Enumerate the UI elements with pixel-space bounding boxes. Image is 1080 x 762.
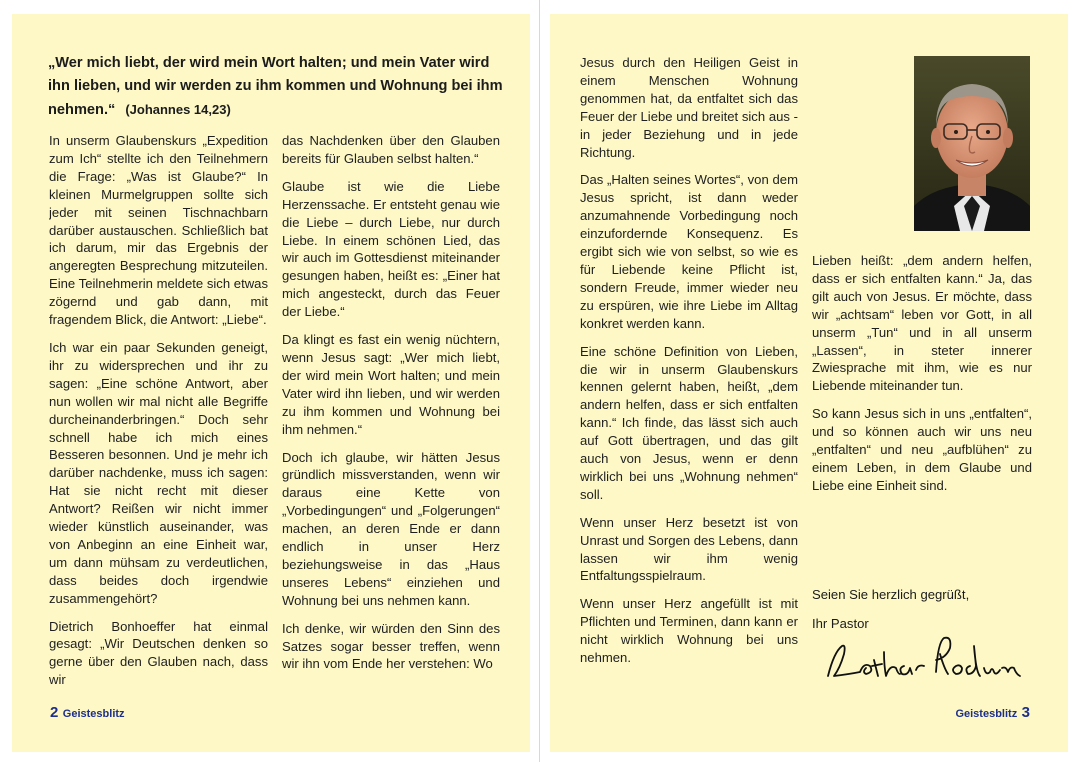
paragraph: Jesus durch den Heiligen Geist in einem Menschen Wohnung genommen hat, da entfaltet sich das Feuer der Liebe und breitet sich aus - in jeder Beziehung und in jede Richtung. <box>580 55 798 160</box>
folio-label: Geistesblitz <box>62 708 125 720</box>
paragraph: Lieben heißt: „dem andern helfen, dass er sich entfalten kann.“ Ja, das gilt auch von Jesus. Er möchte, dass wir „achtsam“ leben vor Gott, in all unserm „Tun“ und in all unserm „Lassen“, in steter innerer Zwiesprache mit ihm, wie es nur Liebende miteinander tun. <box>812 253 1032 394</box>
pastor-portrait-photo <box>914 56 1030 231</box>
page-number: 2 <box>50 704 59 721</box>
column-4 <box>812 252 1032 505</box>
paragraph: Ich war ein paar Sekunden geneigt, ihr zu widersprechen und ihr zu sagen: „Eine schöne Antwort, aber nun wollen wir mal nicht alle Begriffe durcheinanderbringen.“ Doch sehr schnell habe ich mich eines Besseren besonnen. Und je mehr ich darüber nachdenke, muss ich sagen: Hat sie nicht recht mit dieser Antwort? Reißen wir nicht immer wieder künstlich auseinander, was von Anbeginn an eine Einheit war, um dann mühsam zu verdeutlichen, dass beides doch irgendwie zusammengehört? <box>49 339 268 606</box>
page-folio-left <box>50 704 125 722</box>
greeting-line: Seien Sie herzlich gegrüßt, <box>812 587 970 602</box>
paragraph: Das „Halten seines Wortes“, von dem Jesus spricht, ist dann weder anzumahnende Vorbedingung noch einzufordernde Konsequenz. Es ergibt sich wie von selbst, so wie es für Liebende keine Pflicht ist, sondern Freude, immer wieder neu zu erspüren, wie ihre Liebe im Alltag konkret werden kann. <box>580 172 798 331</box>
book-spine-divider <box>539 0 540 762</box>
paragraph: So kann Jesus sich in uns „entfalten“, und so können auch wir uns neu „entfalten“ und neu „aufblühen“ zu einem Leben, in dem Glaube und Liebe eine Einheit sind. <box>812 406 1032 493</box>
column-1 <box>49 132 268 708</box>
paragraph: Eine schöne Definition von Lieben, die wir in unserm Glaubenskurs kennen gelernt haben, heißt, „dem andern helfen, dass er sich entfalten kann.“ Ich finde, das lässt sich auch auf Gott übertragen, und das gilt auch von Jesus, wenn er denn wirklich bei uns „Wohnung nehmen“ soll. <box>580 343 798 502</box>
quote-reference: (Johannes 14,23) <box>125 102 231 117</box>
paragraph: Dietrich Bonhoeffer hat einmal gesagt: „Wir Deutschen denken so gerne über den Glauben nach, dass wir <box>49 618 268 688</box>
bible-quote <box>48 52 504 122</box>
paragraph: Ich denke, wir würden den Sinn des Satzes sogar besser treffen, wenn wir ihn vom Ende her verstehen: Wo <box>282 620 500 672</box>
quote-text: „Wer mich liebt, der wird mein Wort halten; und mein Vater wird ihn lieben, und wir werden zu ihm kommen und Wohnung bei ihm nehmen.“ <box>48 55 503 118</box>
page-folio-right <box>955 704 1030 722</box>
column-3 <box>580 54 798 714</box>
paragraph: Glaube ist wie die Liebe Herzenssache. Er entsteht genau wie die Liebe – durch Liebe, nur durch Liebe. In einem schönen Lied, das wir auch im Gottesdienst miteinander gesungen haben, heißt es: „Einer hat mich angesteckt, durch das Feuer der Liebe.“ <box>282 178 500 320</box>
paragraph: das Nachdenken über den Glauben bereits für Glauben selbst halten.“ <box>282 133 500 166</box>
right-page <box>550 14 1068 752</box>
paragraph: Wenn unser Herz angefüllt ist mit Pflichten und Terminen, dann kann er nicht wirklich Wohnung bei uns nehmen. <box>580 596 798 666</box>
paragraph: Wenn unser Herz besetzt ist von Unrast und Sorgen des Lebens, dann lassen wir ihm wenig Entfaltungsspielraum. <box>580 514 798 584</box>
folio-label: Geistesblitz <box>955 708 1018 720</box>
paragraph: Doch ich glaube, wir hätten Jesus gründlich missverstanden, wenn wir daraus eine Kette von „Vorbedingungen“ und „Folgerungen“ machen, an deren Ende er dann endlich in unser Herz beziehungsweise in das „Haus unseres Lebens“ einziehen und Wohnung bei uns nehmen kann. <box>282 449 500 608</box>
paragraph: In unserm Glaubenskurs „Expedition zum Ich“ stellte ich den Teilnehmern die Frage: „Was ist Glaube?“ In kleinen Murmelgruppen sollte sich jeder mit seinen Tischnachbarn darüber austauschen. Schließlich bat ich darum, mir das Ergebnis der angeregten Besprechung mitzuteilen. Eine Teilnehmerin meldete sich etwas zögernd und gab dann, mit fragendem Blick, die Antwort: „Liebe“. <box>49 133 268 328</box>
handwritten-signature <box>820 632 1030 692</box>
left-page <box>12 14 530 752</box>
page-number: 3 <box>1021 704 1030 721</box>
column-2 <box>282 132 500 708</box>
paragraph: Da klingt es fast ein wenig nüchtern, wenn Jesus sagt: „Wer mich liebt, der wird mein Wort halten; und mein Vater wird ihn lieben, und wir werden zu ihm kommen und Wohnung bei ihm nehmen.“ <box>282 332 500 437</box>
signoff-line: Ihr Pastor <box>812 615 869 631</box>
